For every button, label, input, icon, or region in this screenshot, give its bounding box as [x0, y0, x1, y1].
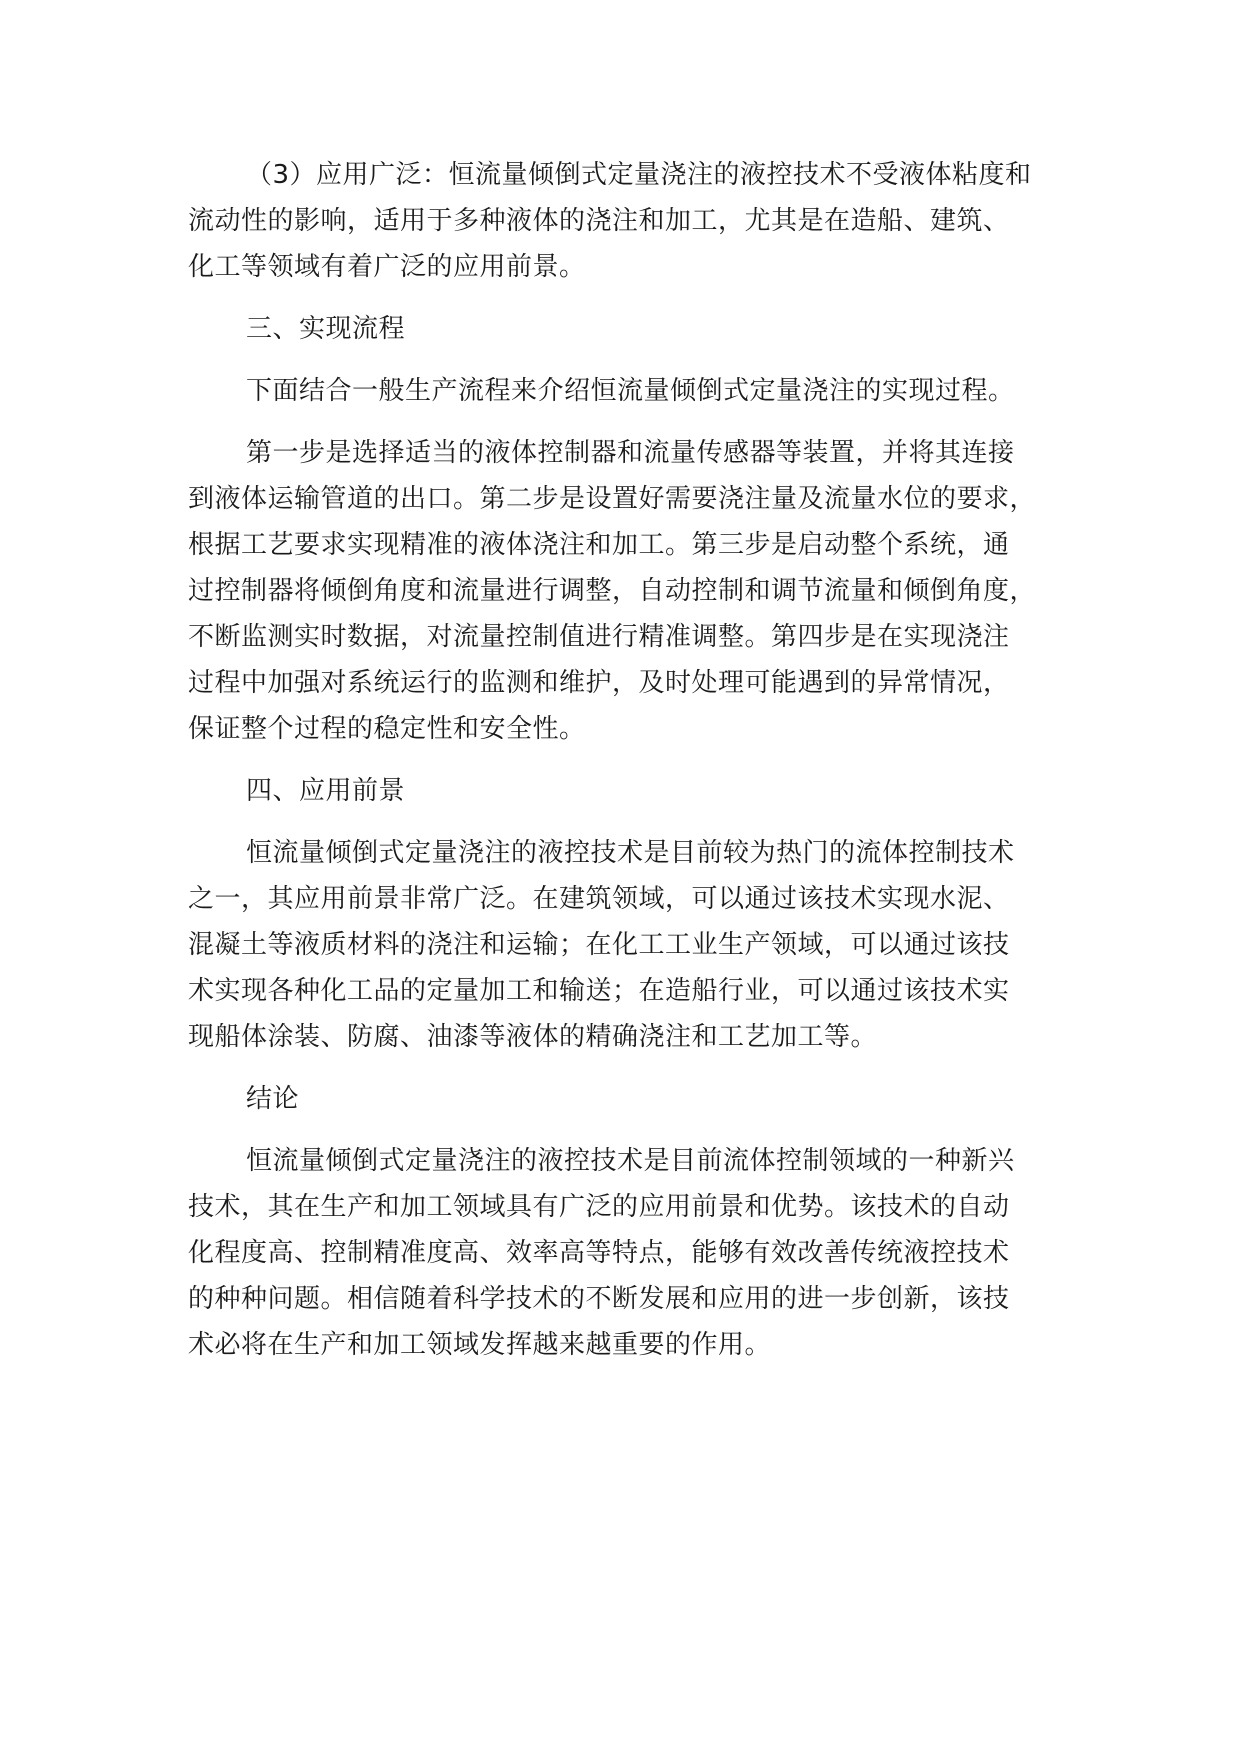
paragraph-line: 术必将在生产和加工领域发挥越来越重要的作用。	[188, 1330, 772, 1360]
paragraph-process-steps	[188, 430, 1088, 752]
paragraph-application-prospects	[188, 830, 1088, 1060]
document-body	[188, 152, 1088, 1384]
paragraph-line: 根据工艺要求实现精准的液体浇注和加工。第三步是启动整个系统，通	[188, 530, 1010, 560]
paragraph-line: 恒流量倾倒式定量浇注的液控技术是目前较为热门的流体控制技术	[246, 838, 1015, 868]
paragraph-line: 现船体涂装、防腐、油漆等液体的精确浇注和工艺加工等。	[188, 1022, 878, 1052]
paragraph-wide-application	[188, 152, 1088, 290]
heading-implementation-process	[188, 306, 1088, 352]
section-heading: 四、应用前景	[246, 776, 406, 806]
paragraph-line: 下面结合一般生产流程来介绍恒流量倾倒式定量浇注的实现过程。	[246, 376, 1015, 406]
paragraph-line: 化程度高、控制精准度高、效率高等特点，能够有效改善传统液控技术	[188, 1238, 1010, 1268]
paragraph-line: 到液体运输管道的出口。第二步是设置好需要浇注量及流量水位的要求，	[188, 484, 1037, 514]
paragraph-line: 技术，其在生产和加工领域具有广泛的应用前景和优势。该技术的自动	[188, 1192, 1010, 1222]
paragraph-line: 混凝土等液质材料的浇注和运输；在化工工业生产领域，可以通过该技	[188, 930, 1010, 960]
heading-conclusion	[188, 1076, 1088, 1122]
paragraph-line: 流动性的影响，适用于多种液体的浇注和加工，尤其是在造船、建筑、	[188, 206, 1010, 236]
paragraph-line: 之一，其应用前景非常广泛。在建筑领域，可以通过该技术实现水泥、	[188, 884, 1010, 914]
paragraph-line: 不断监测实时数据，对流量控制值进行精准调整。第四步是在实现浇注	[188, 622, 1010, 652]
paragraph-line: 化工等领域有着广泛的应用前景。	[188, 252, 586, 282]
paragraph-line: 术实现各种化工品的定量加工和输送；在造船行业，可以通过该技术实	[188, 976, 1010, 1006]
section-heading: 结论	[246, 1084, 300, 1114]
section-heading: 三、实现流程	[246, 314, 406, 344]
paragraph-line: 保证整个过程的稳定性和安全性。	[188, 714, 586, 744]
paragraph-conclusion	[188, 1138, 1088, 1368]
paragraph-process-intro	[188, 368, 1088, 414]
paragraph-line: 第一步是选择适当的液体控制器和流量传感器等装置，并将其连接	[246, 438, 1015, 468]
paragraph-line: （3）应用广泛：恒流量倾倒式定量浇注的液控技术不受液体粘度和	[246, 160, 1032, 190]
heading-application-prospects	[188, 768, 1088, 814]
paragraph-line: 过程中加强对系统运行的监测和维护，及时处理可能遇到的异常情况，	[188, 668, 1010, 698]
paragraph-line: 的种种问题。相信随着科学技术的不断发展和应用的进一步创新，该技	[188, 1284, 1010, 1314]
paragraph-line: 恒流量倾倒式定量浇注的液控技术是目前流体控制领域的一种新兴	[246, 1146, 1015, 1176]
paragraph-line: 过控制器将倾倒角度和流量进行调整，自动控制和调节流量和倾倒角度，	[188, 576, 1037, 606]
